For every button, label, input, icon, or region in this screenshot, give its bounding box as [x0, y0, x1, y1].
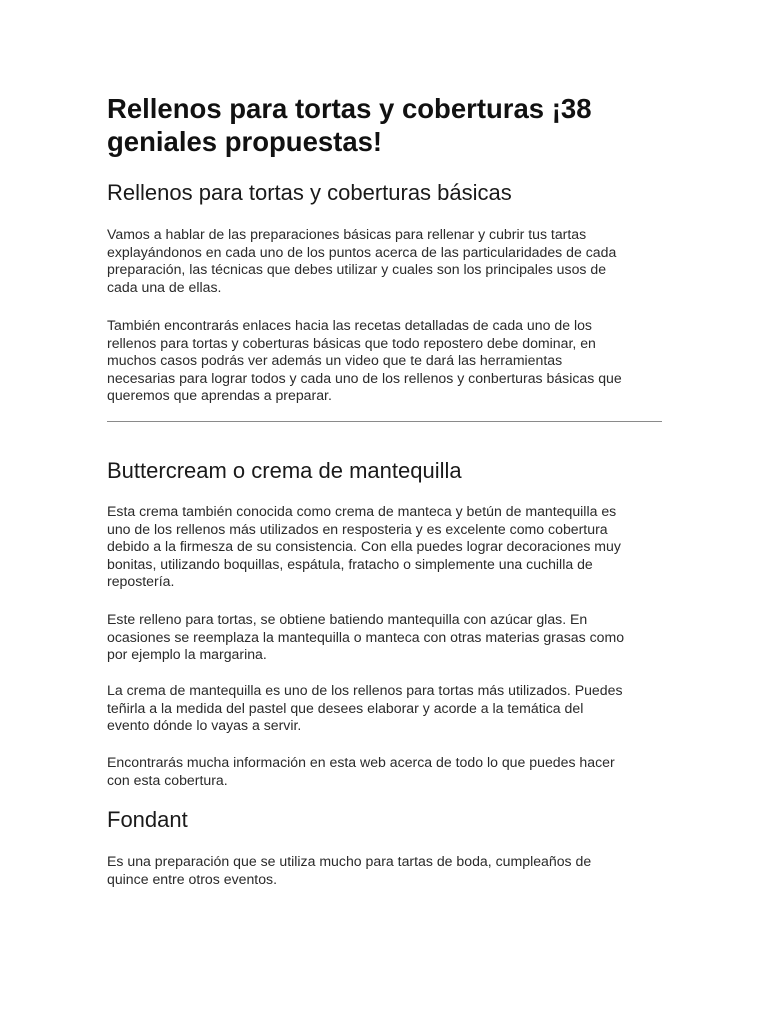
- paragraph-line: explayándonos en cada uno de los puntos acerca de las particularidades de cada: [107, 243, 617, 260]
- paragraph-line: Es una preparación que se utiliza mucho para tartas de boda, cumpleaños de: [107, 853, 592, 869]
- paragraph-line: evento dónde lo vayas a servir.: [107, 717, 302, 734]
- section-heading-basicas: Rellenos para tortas y coberturas básicas: [107, 180, 512, 205]
- paragraph-line: bonitas, utilizando boquillas, espátula, fratacho o simplemente una cuchilla de: [107, 555, 593, 572]
- paragraph-line: La crema de mantequilla es uno de los rellenos para tortas más utilizados. Puedes: [107, 682, 623, 698]
- paragraph-line: Vamos a hablar de las preparaciones básicas para rellenar y cubrir tus tartas: [107, 226, 587, 242]
- paragraph-line: rellenos para tortas y coberturas básicas que todo repostero debe dominar, en: [107, 334, 596, 351]
- paragraph-line: ocasiones se reemplaza la mantequilla o manteca con otras materias grasas como: [107, 628, 625, 645]
- paragraph-line: repostería.: [107, 573, 175, 590]
- paragraph-line: Encontrarás mucha información en esta web acerca de todo lo que puedes hacer: [107, 754, 615, 770]
- paragraph-line: queremos que aprendas a preparar.: [107, 387, 332, 404]
- paragraph-line: muchos casos podrás ver además un video que te dará las herramientas: [107, 352, 563, 369]
- paragraph-buttercream-info: [107, 754, 663, 789]
- paragraph-line: necesarias para lograr todos y cada uno de los rellenos y conberturas básicas que: [107, 369, 622, 386]
- paragraph-line: preparación, las técnicas que debes utilizar y cuales son los principales usos de: [107, 261, 607, 278]
- paragraph-fondant-intro: [107, 853, 663, 888]
- paragraph-line: Este relleno para tortas, se obtiene batiendo mantequilla con azúcar glas. En: [107, 611, 588, 627]
- page-title-line: Rellenos para tortas y coberturas ¡38: [107, 93, 592, 124]
- paragraph-buttercream-usage: [107, 682, 663, 735]
- paragraph-line: teñirla a la medida del pastel que desees elaborar y acorde a la temática del: [107, 699, 584, 716]
- paragraph-line: con esta cobertura.: [107, 771, 228, 788]
- paragraph-buttercream-intro: [107, 503, 663, 591]
- paragraph-line: quince entre otros eventos.: [107, 870, 278, 887]
- section-heading-fondant: Fondant: [107, 807, 188, 832]
- section-heading-buttercream: Buttercream o crema de mantequilla: [107, 458, 462, 483]
- paragraph-line: por ejemplo la margarina.: [107, 646, 267, 663]
- paragraph-basicas-intro: [107, 226, 663, 296]
- horizontal-divider: [107, 421, 662, 422]
- paragraph-buttercream-preparation: [107, 611, 663, 664]
- paragraph-line: Esta crema también conocida como crema de manteca y betún de mantequilla es: [107, 503, 617, 519]
- paragraph-line: cada una de ellas.: [107, 278, 222, 295]
- paragraph-line: uno de los rellenos más utilizados en resposteria y es excelente como cobertura: [107, 520, 608, 537]
- page-title-line: geniales propuestas!: [107, 126, 383, 157]
- page-title: [107, 92, 663, 158]
- paragraph-line: debido a la firmesza de su consistencia. Con ella puedes lograr decoraciones muy: [107, 538, 621, 555]
- paragraph-basicas-links: [107, 317, 663, 405]
- paragraph-line: También encontrarás enlaces hacia las recetas detalladas de cada uno de los: [107, 317, 592, 333]
